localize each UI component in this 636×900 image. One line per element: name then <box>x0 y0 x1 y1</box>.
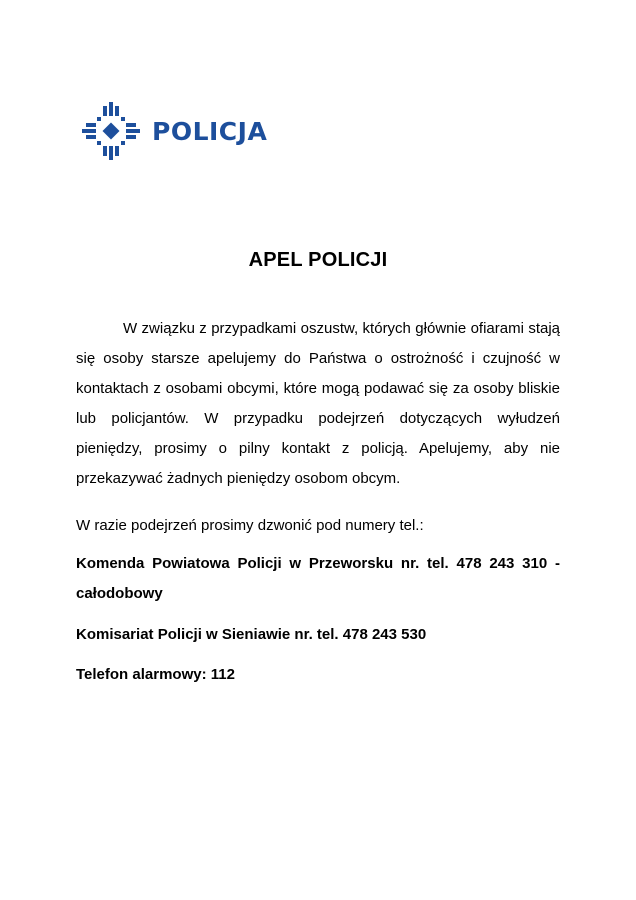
appeal-paragraph: W związku z przypadkami oszustw, których głównie ofiarami stają się osoby starsze apelujemy do Państwa o ostrożność i czujność w kontaktach z osobami obcymi, które mogą podawać się za osoby bliskie lub policjantów. W przypadku podejrzeń dotyczących wyłudzeń pieniędzy, prosimy o pilny kontakt z policją. Apelujemy, aby nie przekazywać żadnych pieniędzy osobom obcym. <box>76 320 560 487</box>
phone-intro: W razie podejrzeń prosimy dzwonić pod numery tel.: <box>76 517 424 534</box>
police-star-icon <box>80 100 142 162</box>
police-logo <box>80 100 267 162</box>
contact-police-station: Komisariat Policji w Sieniawie nr. tel. 478 243 530 <box>76 626 427 643</box>
logo-text: POLICJA <box>152 116 268 146</box>
contact-police-headquarters: Komenda Powiatowa Policji w Przeworsku nr. tel. 478 243 310 - całodobowy <box>76 555 560 602</box>
page-title: APEL POLICJI <box>248 249 388 271</box>
contact-emergency: Telefon alarmowy: 112 <box>76 666 235 683</box>
